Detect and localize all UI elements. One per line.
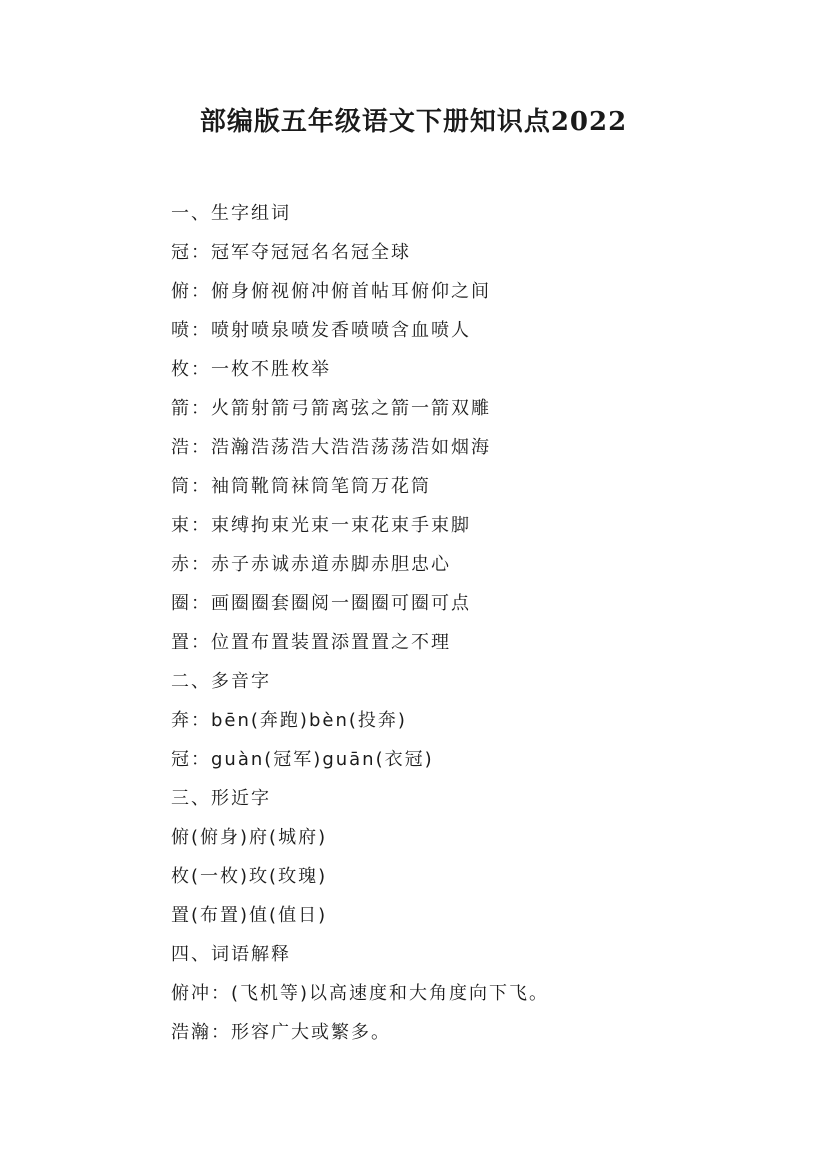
text-line: 枚(一枚)玫(玫瑰) bbox=[171, 866, 328, 887]
text-line: 圈：画圈圈套圈阅一圈圈可圈可点 bbox=[171, 593, 471, 614]
text-line: 浩瀚：形容广大或繁多。 bbox=[171, 1022, 391, 1043]
text-line: 俯冲：(飞机等)以高速度和大角度向下飞。 bbox=[171, 983, 550, 1004]
text-line: 束：束缚拘束光束一束花束手束脚 bbox=[171, 515, 471, 536]
text-line: 喷：喷射喷泉喷发香喷喷含血喷人 bbox=[171, 320, 471, 341]
text-line: 筒：袖筒靴筒袜筒笔筒万花筒 bbox=[171, 476, 431, 497]
text-line: 赤：赤子赤诚赤道赤脚赤胆忠心 bbox=[171, 554, 451, 575]
text-line: 箭：火箭射箭弓箭离弦之箭一箭双雕 bbox=[171, 398, 491, 419]
document-body bbox=[171, 194, 771, 1052]
section-heading-polyphones: 二、多音字 bbox=[171, 671, 271, 692]
text-line: 浩：浩瀚浩荡浩大浩浩荡荡浩如烟海 bbox=[171, 437, 491, 458]
document-title: 部编版五年级语文下册知识点2022 bbox=[199, 107, 628, 137]
text-line: 冠：冠军夺冠冠名名冠全球 bbox=[171, 242, 411, 263]
text-line: 冠：guàn(冠军)guān(衣冠) bbox=[171, 749, 434, 770]
text-line: 置：位置布置装置添置置之不理 bbox=[171, 632, 451, 653]
text-line: 俯(俯身)府(城府) bbox=[171, 827, 328, 848]
text-line: 奔：bēn(奔跑)bèn(投奔) bbox=[171, 710, 407, 731]
text-line: 置(布置)值(值日) bbox=[171, 905, 328, 926]
section-heading-vocabulary: 一、生字组词 bbox=[171, 203, 291, 224]
text-line: 俯：俯身俯视俯冲俯首帖耳俯仰之间 bbox=[171, 281, 491, 302]
section-heading-similar-characters: 三、形近字 bbox=[171, 788, 271, 809]
text-line: 枚：一枚不胜枚举 bbox=[171, 359, 331, 380]
section-heading-definitions: 四、词语解释 bbox=[171, 944, 291, 965]
